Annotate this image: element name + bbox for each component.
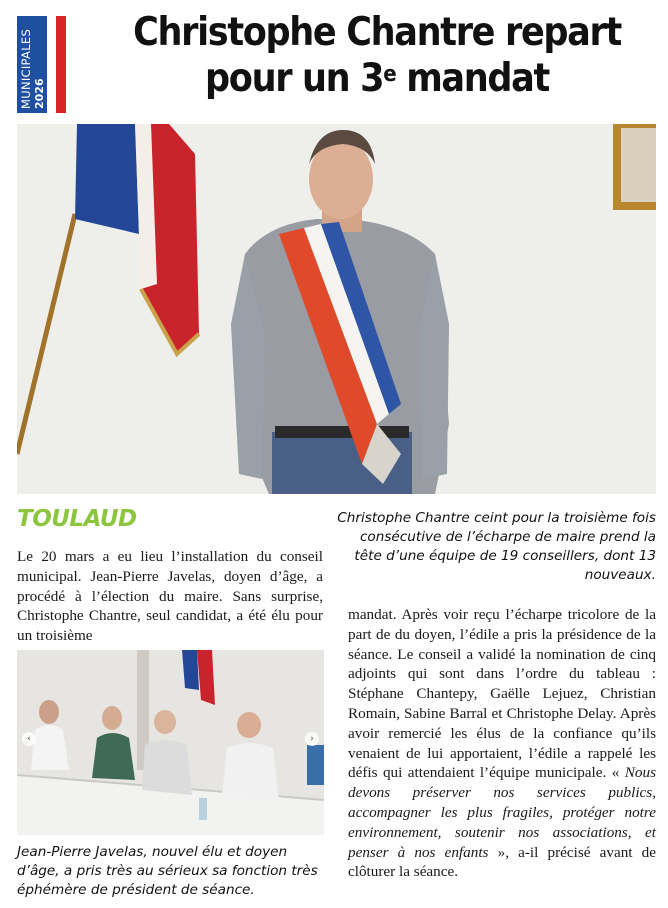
next-photo-button[interactable]: ›	[305, 732, 319, 746]
hero-photo	[17, 124, 656, 494]
location-kicker: TOULAUD	[17, 506, 137, 532]
headline	[124, 10, 630, 102]
headline-superscript: e	[383, 62, 396, 87]
council-photo-caption: Jean-Pierre Javelas, nouvel élu et doyen d’âge, a pris très au sérieux sa fonction très éphémère de président de séance.	[17, 844, 318, 898]
municipales-2026-badge	[17, 16, 75, 113]
article-text-b: », a-il précisé avant de clôturer la séance.	[348, 843, 656, 881]
council-photo	[17, 650, 324, 835]
headline-line2a: pour un 3	[205, 56, 384, 101]
previous-photo-button[interactable]: ‹	[22, 732, 36, 746]
headline-line1: Christophe Chantre repart	[133, 10, 621, 55]
hero-caption: Christophe Chantre ceint pour la troisième fois consécutive de l’écharpe de maire prend la tête d’une équipe de 19 conseillers, dont 13 nouveaux.	[337, 510, 656, 583]
article-text-a: mandat. Après voir reçu l’écharpe tricolore de la part de du doyen, l’édile a pris la présidence de la séance. Le conseil a validé la nomination de cinq adjoints qui sont dans l’ordre du tableau : Stéphane Chantepy, Gaëlle Lejuez, Christian Romain, Sabine Barral et Christophe Delay. Après avoir remercié les élus de la confiance qu’ils venaient de lui apportaient, l’édile a rappelé les défis qui attendaient l’équipe municipale. «	[348, 606, 656, 782]
headline-line2b: mandat	[395, 56, 549, 101]
article-column-1: Le 20 mars a eu lieu l’installation du conseil municipal. Jean-Pierre Javelas, doyen d’âge, a procédé à l’élection du maire. Sans surprise, Christophe Chantre, seul candidat, a été élu pour un troisième	[17, 548, 323, 645]
mayor-quote: Nous devons préserver nos services publics, accompagner les plus fragiles, protéger notre environnement, soutenir nos associations, et penser à nos enfants	[348, 764, 656, 861]
badge-label: MUNICIPALES	[19, 28, 33, 109]
article-column-2	[348, 605, 656, 882]
badge-year: 2026	[33, 78, 46, 109]
